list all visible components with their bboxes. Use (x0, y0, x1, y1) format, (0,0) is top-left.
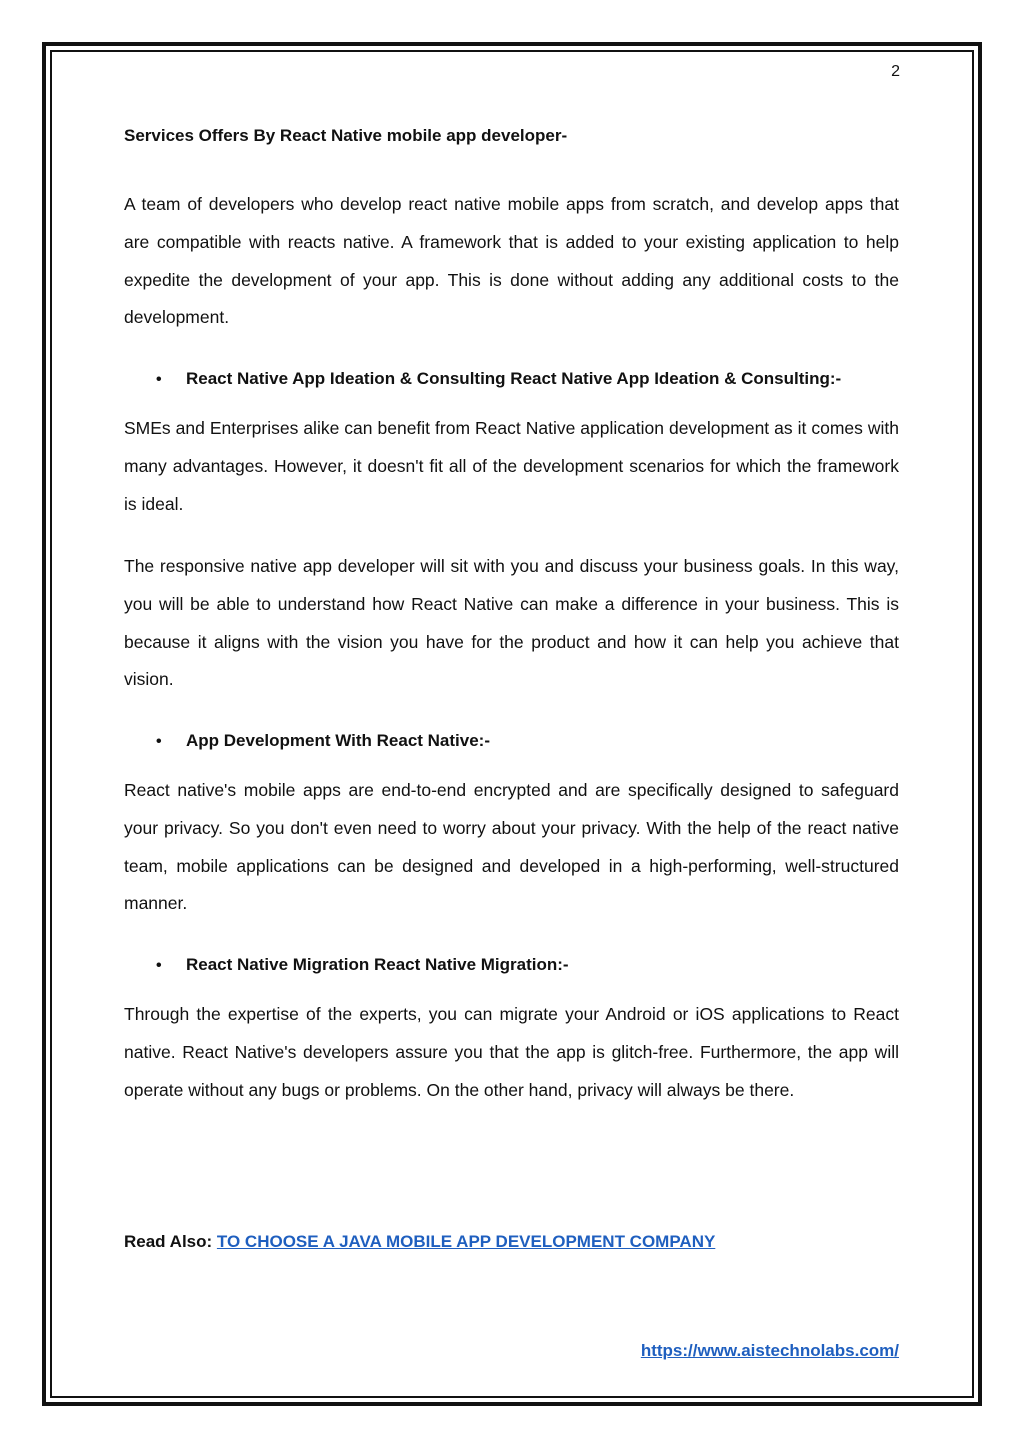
bullet-icon: • (156, 733, 162, 750)
bullet-label: React Native Migration React Native Migration:- (186, 955, 569, 974)
page-number: 2 (891, 63, 900, 80)
read-also-link[interactable]: TO CHOOSE A JAVA MOBILE APP DEVELOPMENT COMPANY (216, 1232, 716, 1251)
website-link[interactable]: https://www.aistechnolabs.com/ (640, 1341, 899, 1360)
bullet-item-app-development (156, 731, 490, 751)
bullet-icon: • (156, 371, 162, 388)
read-also (124, 1232, 715, 1252)
read-also-label: Read Also: (124, 1232, 213, 1251)
bullet-label: React Native App Ideation & Consulting React Native App Ideation & Consulting:- (186, 369, 842, 388)
ideation-paragraph-2: The responsive native app developer will sit with you and discuss your business goals. In this way, you will be able to understand how React Native can make a difference in your business. This is because it aligns with the vision you have for the product and how it can help you achieve that vision. (124, 556, 899, 690)
section-heading: Services Offers By React Native mobile app developer- (124, 126, 568, 145)
bullet-label: App Development With React Native:- (186, 731, 490, 750)
ideation-paragraph-1: SMEs and Enterprises alike can benefit from React Native application development as it comes with many advantages. However, it doesn't fit all of the development scenarios for which the framework is ideal. (124, 418, 899, 514)
app-development-paragraph: React native's mobile apps are end-to-end encrypted and are specifically designed to safeguard your privacy. So you don't even need to worry about your privacy. With the help of the react native team, mobile applications can be designed and developed in a high-performing, well-structured manner. (124, 780, 899, 914)
bullet-item-migration (156, 955, 569, 975)
migration-paragraph: Through the expertise of the experts, you can migrate your Android or iOS applications to React native. React Native's developers assure you that the app is glitch-free. Furthermore, the app will operate without any bugs or problems. On the other hand, privacy will always be there. (124, 1004, 899, 1100)
bullet-icon: • (156, 957, 162, 974)
intro-paragraph: A team of developers who develop react native mobile apps from scratch, and develop apps that are compatible with reacts native. A framework that is added to your existing application to help expedite the development of your app. This is done without adding any additional costs to the development. (124, 194, 899, 328)
bullet-item-ideation (156, 369, 841, 389)
website-footer (641, 1341, 899, 1361)
